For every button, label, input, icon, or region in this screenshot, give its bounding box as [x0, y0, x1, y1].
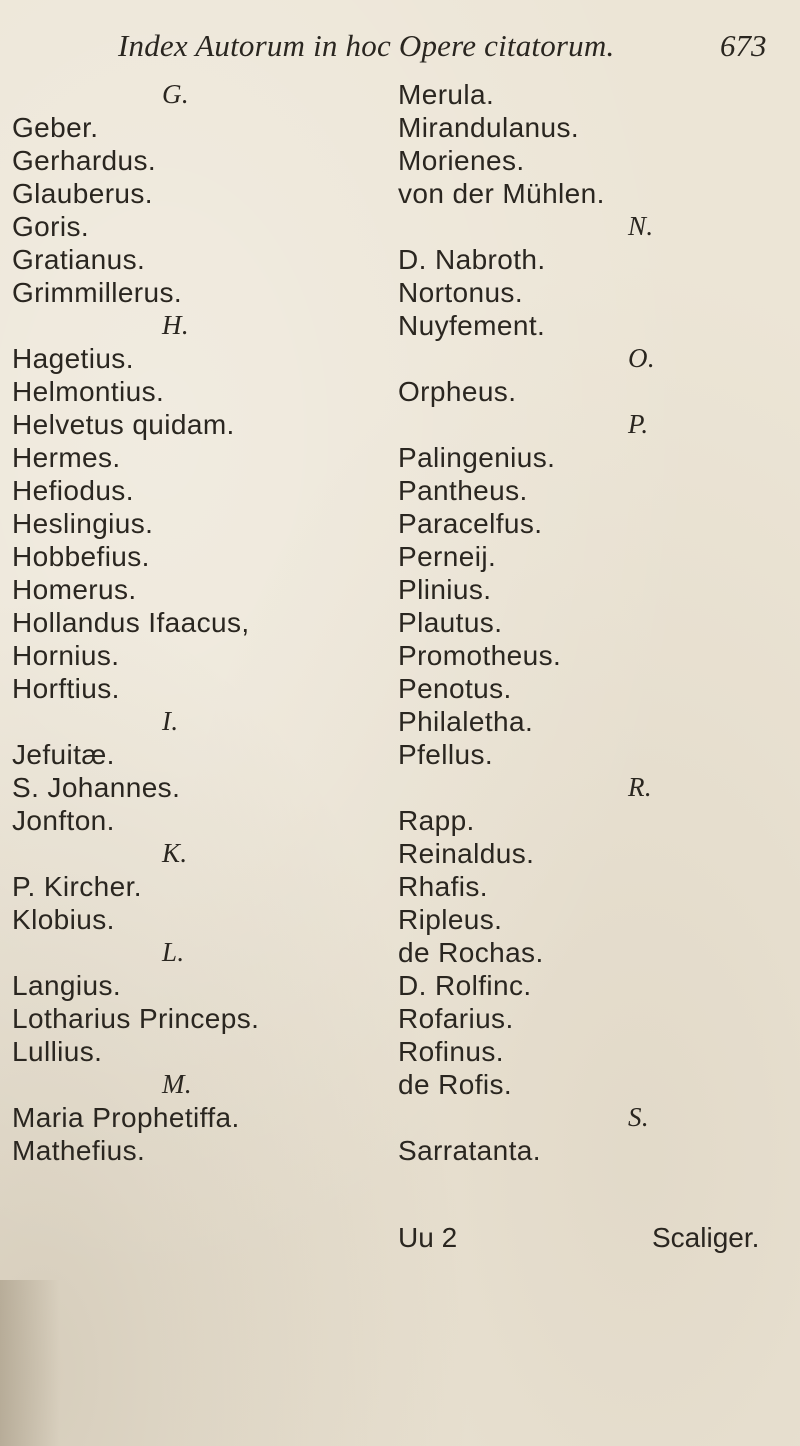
author-entry: Pfellus.	[398, 739, 494, 770]
author-entry: Jefuitæ.	[12, 739, 115, 770]
section-letter: H.	[162, 310, 190, 340]
author-entry: Gerhardus.	[12, 145, 157, 176]
signature-mark: Uu 2	[398, 1222, 458, 1253]
author-entry: Mirandulanus.	[398, 112, 580, 143]
author-entry: Mathefius.	[12, 1135, 146, 1166]
section-letter: L.	[162, 937, 185, 967]
section-letter: R.	[628, 772, 653, 802]
section-letter: M.	[162, 1069, 193, 1099]
author-entry: Rofarius.	[398, 1003, 514, 1034]
author-entry: Hornius.	[12, 640, 120, 671]
author-entry: Goris.	[12, 211, 90, 242]
author-entry: Merula.	[398, 79, 495, 110]
author-entry: Plautus.	[398, 607, 503, 638]
author-entry: Pantheus.	[398, 475, 528, 506]
author-entry: Helvetus quidam.	[12, 409, 235, 440]
author-entry: Horftius.	[12, 673, 120, 704]
author-entry: Sarratanta.	[398, 1135, 541, 1166]
author-entry: Perneij.	[398, 541, 497, 572]
left-index-column	[12, 78, 392, 1167]
author-entry: Grimmillerus.	[12, 277, 183, 308]
author-entry: Paracelfus.	[398, 508, 543, 539]
author-entry: von der Mühlen.	[398, 178, 605, 209]
author-entry: Lotharius Princeps.	[12, 1003, 260, 1034]
author-entry: de Rochas.	[398, 937, 544, 968]
author-entry: Nuyfement.	[398, 310, 546, 341]
page-number: 673	[720, 28, 767, 63]
author-entry: Klobius.	[12, 904, 115, 935]
author-entry: Plinius.	[398, 574, 492, 605]
section-letter: G.	[162, 79, 190, 109]
author-entry: Hefiodus.	[12, 475, 134, 506]
section-letter: O.	[628, 343, 656, 373]
section-letter: K.	[162, 838, 188, 868]
page-edge-stain	[0, 1280, 60, 1446]
section-letter: S.	[628, 1102, 650, 1132]
section-letter: P.	[628, 409, 649, 439]
author-entry: Glauberus.	[12, 178, 153, 209]
author-entry: D. Rolfinc.	[398, 970, 532, 1001]
author-entry: Palingenius.	[398, 442, 556, 473]
author-entry: Orpheus.	[398, 376, 517, 407]
author-entry: Promotheus.	[398, 640, 562, 671]
author-entry: Helmontius.	[12, 376, 165, 407]
author-entry: Homerus.	[12, 574, 137, 605]
author-entry: Hermes.	[12, 442, 121, 473]
author-entry: Maria Prophetiffa.	[12, 1102, 240, 1133]
author-entry: Gratianus.	[12, 244, 146, 275]
author-entry: Philaletha.	[398, 706, 534, 737]
section-letter: I.	[162, 706, 179, 736]
author-entry: Nortonus.	[398, 277, 523, 308]
author-entry: Morienes.	[398, 145, 525, 176]
author-entry: Hobbefius.	[12, 541, 150, 572]
author-entry: Geber.	[12, 112, 99, 143]
author-entry: Penotus.	[398, 673, 512, 704]
author-entry: Langius.	[12, 970, 122, 1001]
author-entry: Hollandus Ifaacus,	[12, 607, 250, 638]
running-head: Index Autorum in hoc Opere citatorum.	[118, 28, 615, 63]
author-entry: Reinaldus.	[398, 838, 535, 869]
author-entry: Hagetius.	[12, 343, 134, 374]
author-entry: D. Nabroth.	[398, 244, 546, 275]
author-entry: de Rofis.	[398, 1069, 513, 1100]
author-entry: Ripleus.	[398, 904, 503, 935]
author-entry: Rofinus.	[398, 1036, 504, 1067]
author-entry: Jonfton.	[12, 805, 115, 836]
author-entry: Lullius.	[12, 1036, 103, 1067]
author-entry: P. Kircher.	[12, 871, 142, 902]
author-entry: Heslingius.	[12, 508, 154, 539]
author-entry: S. Johannes.	[12, 772, 181, 803]
right-index-column	[398, 78, 798, 1167]
catchword: Scaliger.	[652, 1222, 760, 1253]
section-letter: N.	[628, 211, 654, 241]
author-entry: Rhafis.	[398, 871, 488, 902]
author-entry: Rapp.	[398, 805, 475, 836]
